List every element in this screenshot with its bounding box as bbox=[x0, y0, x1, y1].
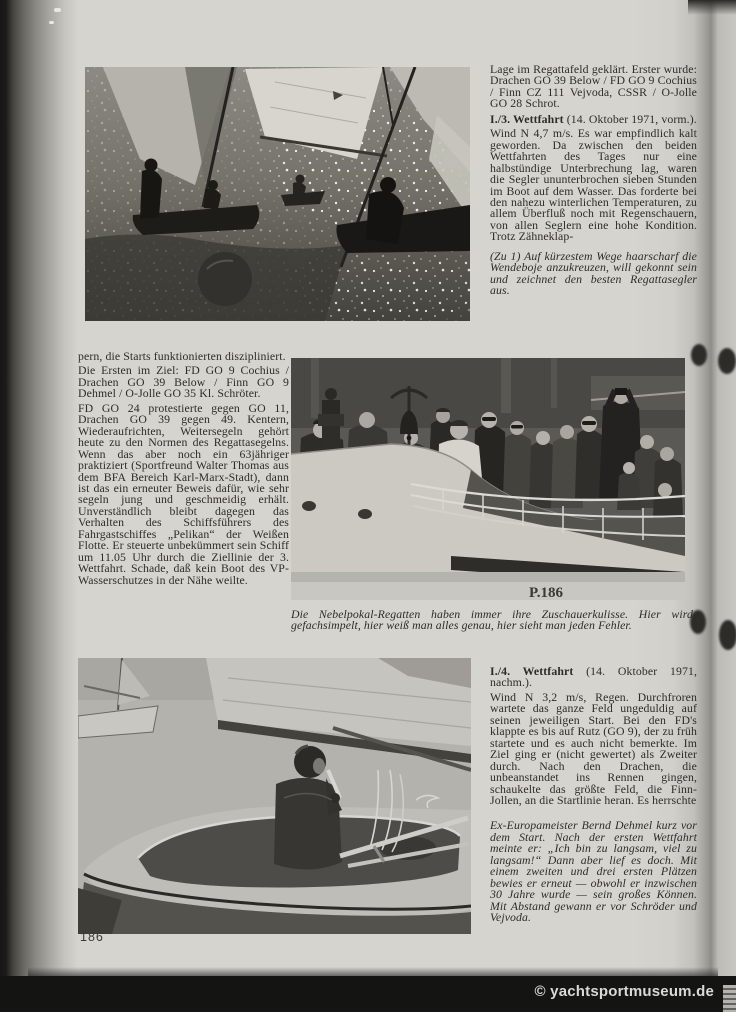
column-top-right bbox=[490, 64, 697, 300]
race-4-heading bbox=[490, 666, 697, 689]
race-4-heading-bold: I./4. Wettfahrt bbox=[490, 664, 574, 678]
paragraph: Wind N 3,2 m/s, Regen. Durchfroren wartete das ganze Feld ungeduldig auf seinen jeweiligen Start. Bei den FD's klappte es bis auf Rutz (GO 9), der zu früh startete und es auch nicht bemerkte. Im Ziel ging er (nicht gewertet) als Zweiter durch. Nach den Drachen, die unbeanstandet ins Rennen gingen, schaukelte das größte Feld, die Finn-Jollen, an die Startlinie heran. Es herrschte bbox=[490, 689, 697, 807]
race-3-heading-bold: I./3. Wettfahrt bbox=[490, 111, 564, 126]
photo2-caption-text: Die Nebelpokal-Regatten haben immer ihre Zuschauerkulisse. Hier wird gefachsimpelt, hier weiß man alles genau, hier sieht man jeden Fehler. bbox=[291, 607, 693, 633]
hull-registration-number: P.186 bbox=[529, 585, 564, 600]
watermark-text: © yachtsportmuseum.de bbox=[534, 983, 714, 1000]
spine-speck bbox=[54, 8, 61, 12]
spectator-ship-photo bbox=[291, 358, 685, 600]
spine-speck bbox=[49, 21, 54, 24]
page-stack-edge bbox=[723, 985, 736, 1012]
column-bottom-right bbox=[490, 662, 697, 927]
paragraph: Wind N 4,7 m/s. Es war empfindlich kalt geworden. Da zwischen den beiden Wettfahrten des Tages nur eine halbstündige Unterbrechung lag, waren die Segler ununterbrochen sieben Stunden im Boot auf dem Wasser. Das forderte bei den nahezu winterlichen Temperaturen, zu allem Überfluß noch mit Regenschauern, von allen Seglern eine hohe Kondition. Trotz Zähneklap- bbox=[490, 126, 697, 244]
page-corner-shadow bbox=[688, 0, 736, 15]
race-3-heading-date: (14. Oktober 1971, vorm.). bbox=[563, 111, 697, 126]
photo1-caption: (Zu 1) Auf kürzestem Wege haarscharf die Wendeboje anzukreuzen, will gekonnt sein und zeichnet den besten Regattasegler aus. bbox=[490, 248, 697, 298]
race-3-heading bbox=[490, 111, 697, 126]
photo2-caption bbox=[291, 609, 693, 635]
paragraph: Die Ersten im Ziel: FD GO 9 Cochius / Drachen GO 39 Below / Finn GO 9 Dehmel / O-Jolle GO 35 Kl. Schröter. bbox=[78, 363, 289, 401]
paragraph: FD GO 24 protestierte gegen GO 11, Drachen GO 39 gegen 49. Kentern, Wiederaufrichten, Weitersegeln gehört heute zu den Normen des Regattasegelns. Wenn das aber noch ein 63jähriger praktiziert (Sportfreund Walter Thomas aus dem BFA Bereich Karl-Marx-Stadt), dann ist das ein erneuter Beweis dafür, wie sehr segeln jung und geschmeidig erhält. Unverständlich bleibt dagegen das Verhalten des Schiffsführers des Fahrgastschiffes „Pelikan“ der Weißen Flotte. Er steuerte unbekümmert sein Schiff um 11.05 Uhr durch die Ziellinie der 3. Wettfahrt. Schade, daß kein Boot des VP-Wasserschutzes in der Nähe weilte. bbox=[78, 400, 289, 587]
page-bottom-shadow bbox=[28, 967, 718, 976]
page-number: 186 bbox=[80, 930, 104, 944]
race-4-heading-date: (14. Oktober 1971, nachm.). bbox=[490, 664, 698, 690]
regatta-dinghies-photo bbox=[85, 67, 470, 321]
column-middle-left bbox=[78, 351, 289, 589]
photo3-caption: Ex-Europameister Bernd Dehmel kurz vor dem Start. Nach der ersten Wettfahrt meinte er: „Ich bin zu langsam, viel zu langsam!“ Dann aber lief es doch. Mit einem zweiten und drei ersten Plätzen bewies er erneut — obwohl er inzwischen 30 Jahre wurde — sein großes Können. Mit Abstand gewann er vor Schröder und Vejvoda. bbox=[490, 818, 697, 925]
binding-hole bbox=[691, 344, 707, 366]
binding-hole bbox=[718, 348, 736, 374]
paragraph: Lage im Regattafeld geklärt. Erster wurde: Drachen GO 39 Below / FD GO 9 Cochius / Finn CZ 111 Vejvoda, CSSR / O-Jolle GO 28 Schrot. bbox=[490, 62, 697, 111]
paragraph: pern, die Starts funktionierten diszipliniert. bbox=[78, 349, 286, 363]
dehmel-dinghy-photo bbox=[78, 658, 471, 934]
binding-hole bbox=[719, 620, 736, 650]
